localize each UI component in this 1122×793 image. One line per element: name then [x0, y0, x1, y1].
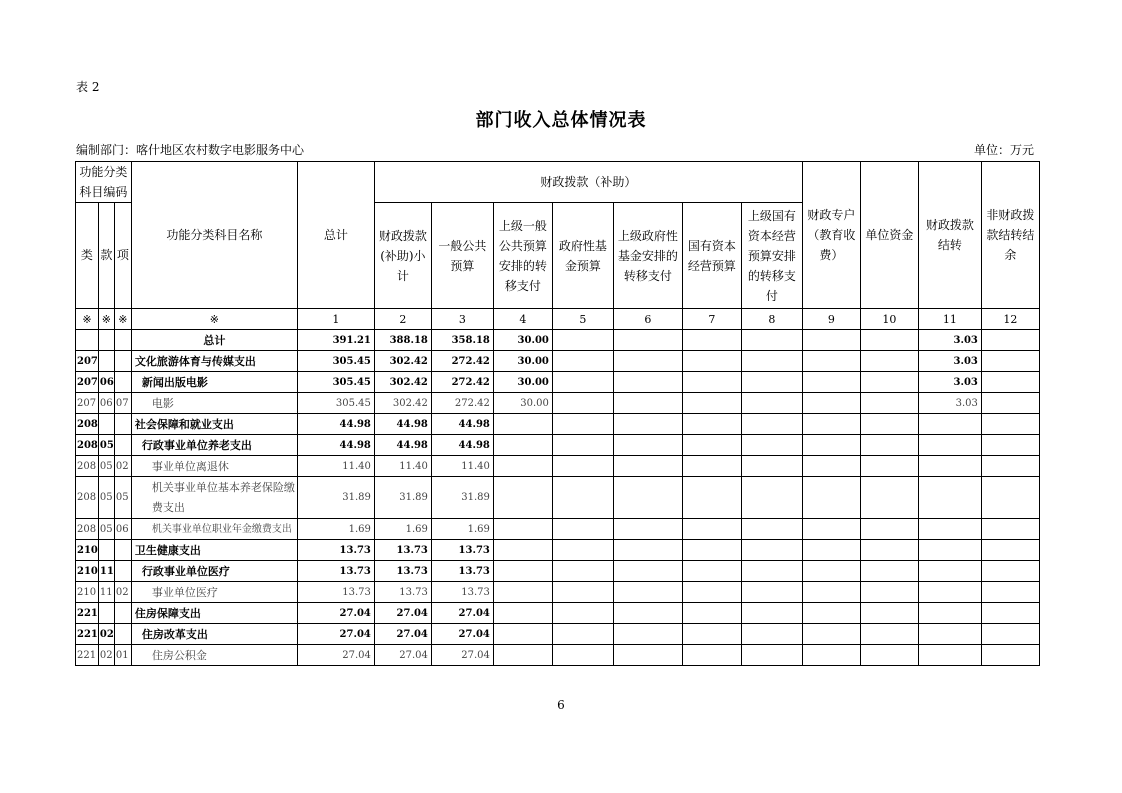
cell-general: 31.89 [431, 477, 493, 519]
cell-kuan: 11 [98, 582, 114, 603]
cell-name: 住房保障支出 [131, 603, 297, 624]
table-row [76, 519, 1040, 540]
cell-total: 31.89 [297, 477, 374, 519]
cell-upper-general: 30.00 [493, 351, 552, 372]
cell-subtotal: 11.40 [374, 456, 431, 477]
cell-total: 305.45 [297, 393, 374, 414]
table-label: 表 2 [76, 80, 100, 94]
header-nonfiscal-carryover: 非财政拨款结转结余 [981, 162, 1039, 309]
cell-kuan: 02 [98, 624, 114, 645]
cell-carryover [918, 624, 981, 645]
cell-kuan [98, 330, 114, 351]
mark-kuan: ※ [98, 309, 114, 330]
cell-upper-general: 30.00 [493, 393, 552, 414]
cell-name: 电影 [131, 393, 297, 414]
cell-carryover: 3.03 [918, 330, 981, 351]
cell-lei: 210 [76, 582, 99, 603]
cell-name: 机关事业单位职业年金缴费支出 [131, 519, 297, 540]
cell-total: 13.73 [297, 582, 374, 603]
col-number: 2 [374, 309, 431, 330]
cell-upper-general [493, 519, 552, 540]
cell-carryover [918, 540, 981, 561]
cell-total: 305.45 [297, 372, 374, 393]
cell-lei: 208 [76, 456, 99, 477]
cell-name: 事业单位离退休 [131, 456, 297, 477]
header-lei: 类 [76, 203, 99, 309]
cell-general: 27.04 [431, 624, 493, 645]
cell-xiang: 02 [114, 582, 131, 603]
cell-total: 13.73 [297, 540, 374, 561]
cell-subtotal: 44.98 [374, 435, 431, 456]
cell-general: 272.42 [431, 393, 493, 414]
cell-lei: 207 [76, 372, 99, 393]
cell-upper-general [493, 603, 552, 624]
cell-general: 27.04 [431, 603, 493, 624]
table-row [76, 603, 1040, 624]
col-number: 11 [918, 309, 981, 330]
cell-kuan [98, 351, 114, 372]
cell-general: 13.73 [431, 561, 493, 582]
cell-subtotal: 27.04 [374, 624, 431, 645]
cell-general: 11.40 [431, 456, 493, 477]
cell-upper-general [493, 561, 552, 582]
col-number: 3 [431, 309, 493, 330]
table-row [76, 624, 1040, 645]
cell-xiang [114, 372, 131, 393]
cell-total: 13.73 [297, 561, 374, 582]
cell-subtotal: 302.42 [374, 351, 431, 372]
cell-kuan [98, 414, 114, 435]
cell-xiang [114, 330, 131, 351]
cell-xiang [114, 351, 131, 372]
cell-kuan [98, 603, 114, 624]
header-general-budget: 一般公共预算 [431, 203, 493, 309]
cell-upper-general [493, 645, 552, 666]
cell-lei: 207 [76, 393, 99, 414]
col-number: 7 [682, 309, 741, 330]
table-row [76, 393, 1040, 414]
table-row [76, 561, 1040, 582]
cell-total: 27.04 [297, 645, 374, 666]
header-fiscal-special: 财政专户（教育收费） [802, 162, 860, 309]
income-summary-table [75, 161, 1040, 666]
cell-subtotal: 302.42 [374, 393, 431, 414]
cell-xiang: 02 [114, 456, 131, 477]
header-unit-funds: 单位资金 [860, 162, 918, 309]
header-upper-state-capital-transfer: 上级国有资本经营预算安排的转移支付 [741, 203, 802, 309]
cell-kuan: 05 [98, 519, 114, 540]
cell-carryover: 3.03 [918, 393, 981, 414]
cell-upper-general: 30.00 [493, 372, 552, 393]
cell-total: 391.21 [297, 330, 374, 351]
cell-kuan [98, 540, 114, 561]
cell-xiang: 05 [114, 477, 131, 519]
cell-carryover [918, 603, 981, 624]
cell-lei: 208 [76, 435, 99, 456]
cell-lei: 221 [76, 603, 99, 624]
cell-general: 13.73 [431, 582, 493, 603]
cell-subtotal: 44.98 [374, 414, 431, 435]
cell-xiang: 01 [114, 645, 131, 666]
cell-lei: 221 [76, 645, 99, 666]
cell-lei: 208 [76, 414, 99, 435]
cell-general: 358.18 [431, 330, 493, 351]
cell-xiang [114, 435, 131, 456]
cell-kuan: 05 [98, 456, 114, 477]
header-fiscal-group: 财政拨款（补助） [374, 162, 802, 203]
cell-lei: 210 [76, 540, 99, 561]
cell-xiang: 06 [114, 519, 131, 540]
cell-subtotal: 31.89 [374, 477, 431, 519]
cell-name: 事业单位医疗 [131, 582, 297, 603]
header-fiscal-carryover: 财政拨款结转 [918, 162, 981, 309]
cell-subtotal: 27.04 [374, 603, 431, 624]
cell-name: 卫生健康支出 [131, 540, 297, 561]
cell-lei: 208 [76, 477, 99, 519]
cell-carryover [918, 435, 981, 456]
col-number: 9 [802, 309, 860, 330]
cell-lei: 221 [76, 624, 99, 645]
cell-name: 行政事业单位医疗 [131, 561, 297, 582]
table-row [76, 414, 1040, 435]
header-fiscal-subtotal: 财政拨款(补助)小计 [374, 203, 431, 309]
cell-name: 社会保障和就业支出 [131, 414, 297, 435]
cell-name: 住房改革支出 [131, 624, 297, 645]
cell-carryover: 3.03 [918, 351, 981, 372]
cell-subtotal: 302.42 [374, 372, 431, 393]
cell-general: 27.04 [431, 645, 493, 666]
cell-carryover [918, 456, 981, 477]
header-xiang: 项 [114, 203, 131, 309]
col-number: 10 [860, 309, 918, 330]
cell-name: 总计 [131, 330, 297, 351]
cell-xiang [114, 414, 131, 435]
cell-name: 文化旅游体育与传媒支出 [131, 351, 297, 372]
cell-subtotal: 13.73 [374, 582, 431, 603]
cell-total: 305.45 [297, 351, 374, 372]
cell-carryover [918, 561, 981, 582]
header-total: 总计 [297, 162, 374, 309]
unit-label: 单位：万元 [973, 143, 1034, 157]
cell-subtotal: 27.04 [374, 645, 431, 666]
cell-xiang [114, 624, 131, 645]
table-row [76, 435, 1040, 456]
table-row [76, 645, 1040, 666]
cell-carryover: 3.03 [918, 372, 981, 393]
cell-subtotal: 388.18 [374, 330, 431, 351]
cell-lei: 207 [76, 351, 99, 372]
cell-total: 1.69 [297, 519, 374, 540]
cell-kuan: 05 [98, 435, 114, 456]
table-row [76, 582, 1040, 603]
col-number: 4 [493, 309, 552, 330]
cell-carryover [918, 645, 981, 666]
header-kuan: 款 [98, 203, 114, 309]
cell-subtotal: 13.73 [374, 540, 431, 561]
col-number: 6 [613, 309, 682, 330]
cell-general: 44.98 [431, 435, 493, 456]
col-number: 1 [297, 309, 374, 330]
cell-kuan: 05 [98, 477, 114, 519]
header-name: 功能分类科目名称 [131, 162, 297, 309]
cell-general: 13.73 [431, 540, 493, 561]
cell-kuan: 06 [98, 393, 114, 414]
cell-subtotal: 1.69 [374, 519, 431, 540]
col-number: 5 [552, 309, 613, 330]
cell-upper-general [493, 582, 552, 603]
cell-carryover [918, 414, 981, 435]
cell-carryover [918, 519, 981, 540]
header-gov-fund-budget: 政府性基金预算 [552, 203, 613, 309]
cell-carryover [918, 582, 981, 603]
cell-general: 272.42 [431, 372, 493, 393]
table-row [76, 456, 1040, 477]
cell-name: 住房公积金 [131, 645, 297, 666]
cell-upper-general [493, 435, 552, 456]
cell-xiang [114, 603, 131, 624]
cell-xiang [114, 561, 131, 582]
cell-total: 44.98 [297, 435, 374, 456]
cell-kuan: 02 [98, 645, 114, 666]
header-state-capital-budget: 国有资本经营预算 [682, 203, 741, 309]
cell-kuan: 06 [98, 372, 114, 393]
mark-lei: ※ [76, 309, 99, 330]
mark-name: ※ [131, 309, 297, 330]
cell-upper-general [493, 456, 552, 477]
cell-upper-general [493, 414, 552, 435]
cell-lei: 208 [76, 519, 99, 540]
cell-xiang: 07 [114, 393, 131, 414]
cell-upper-general [493, 624, 552, 645]
cell-upper-general: 30.00 [493, 330, 552, 351]
cell-total: 27.04 [297, 624, 374, 645]
header-code-group: 功能分类科目编码 [76, 162, 132, 203]
table-row [76, 477, 1040, 519]
cell-general: 1.69 [431, 519, 493, 540]
cell-general: 44.98 [431, 414, 493, 435]
cell-kuan: 11 [98, 561, 114, 582]
header-upper-general-transfer: 上级一般公共预算安排的转移支付 [493, 203, 552, 309]
page-title: 部门收入总体情况表 [475, 110, 647, 131]
cell-xiang [114, 540, 131, 561]
mark-xiang: ※ [114, 309, 131, 330]
cell-total: 27.04 [297, 603, 374, 624]
table-row [76, 330, 1040, 351]
col-number: 12 [981, 309, 1039, 330]
col-number: 8 [741, 309, 802, 330]
cell-name: 新闻出版电影 [131, 372, 297, 393]
table-row [76, 540, 1040, 561]
table-row [76, 351, 1040, 372]
cell-name: 机关事业单位基本养老保险缴费支出 [131, 477, 297, 519]
cell-lei [76, 330, 99, 351]
header-upper-gov-fund-transfer: 上级政府性基金安排的转移支付 [613, 203, 682, 309]
cell-general: 272.42 [431, 351, 493, 372]
department-label: 编制部门：喀什地区农村数字电影服务中心 [76, 143, 305, 157]
cell-carryover [918, 477, 981, 519]
cell-upper-general [493, 540, 552, 561]
cell-total: 11.40 [297, 456, 374, 477]
cell-upper-general [493, 477, 552, 519]
cell-lei: 210 [76, 561, 99, 582]
cell-subtotal: 13.73 [374, 561, 431, 582]
cell-name: 行政事业单位养老支出 [131, 435, 297, 456]
table-row [76, 372, 1040, 393]
page-number: 6 [557, 698, 565, 712]
cell-total: 44.98 [297, 414, 374, 435]
